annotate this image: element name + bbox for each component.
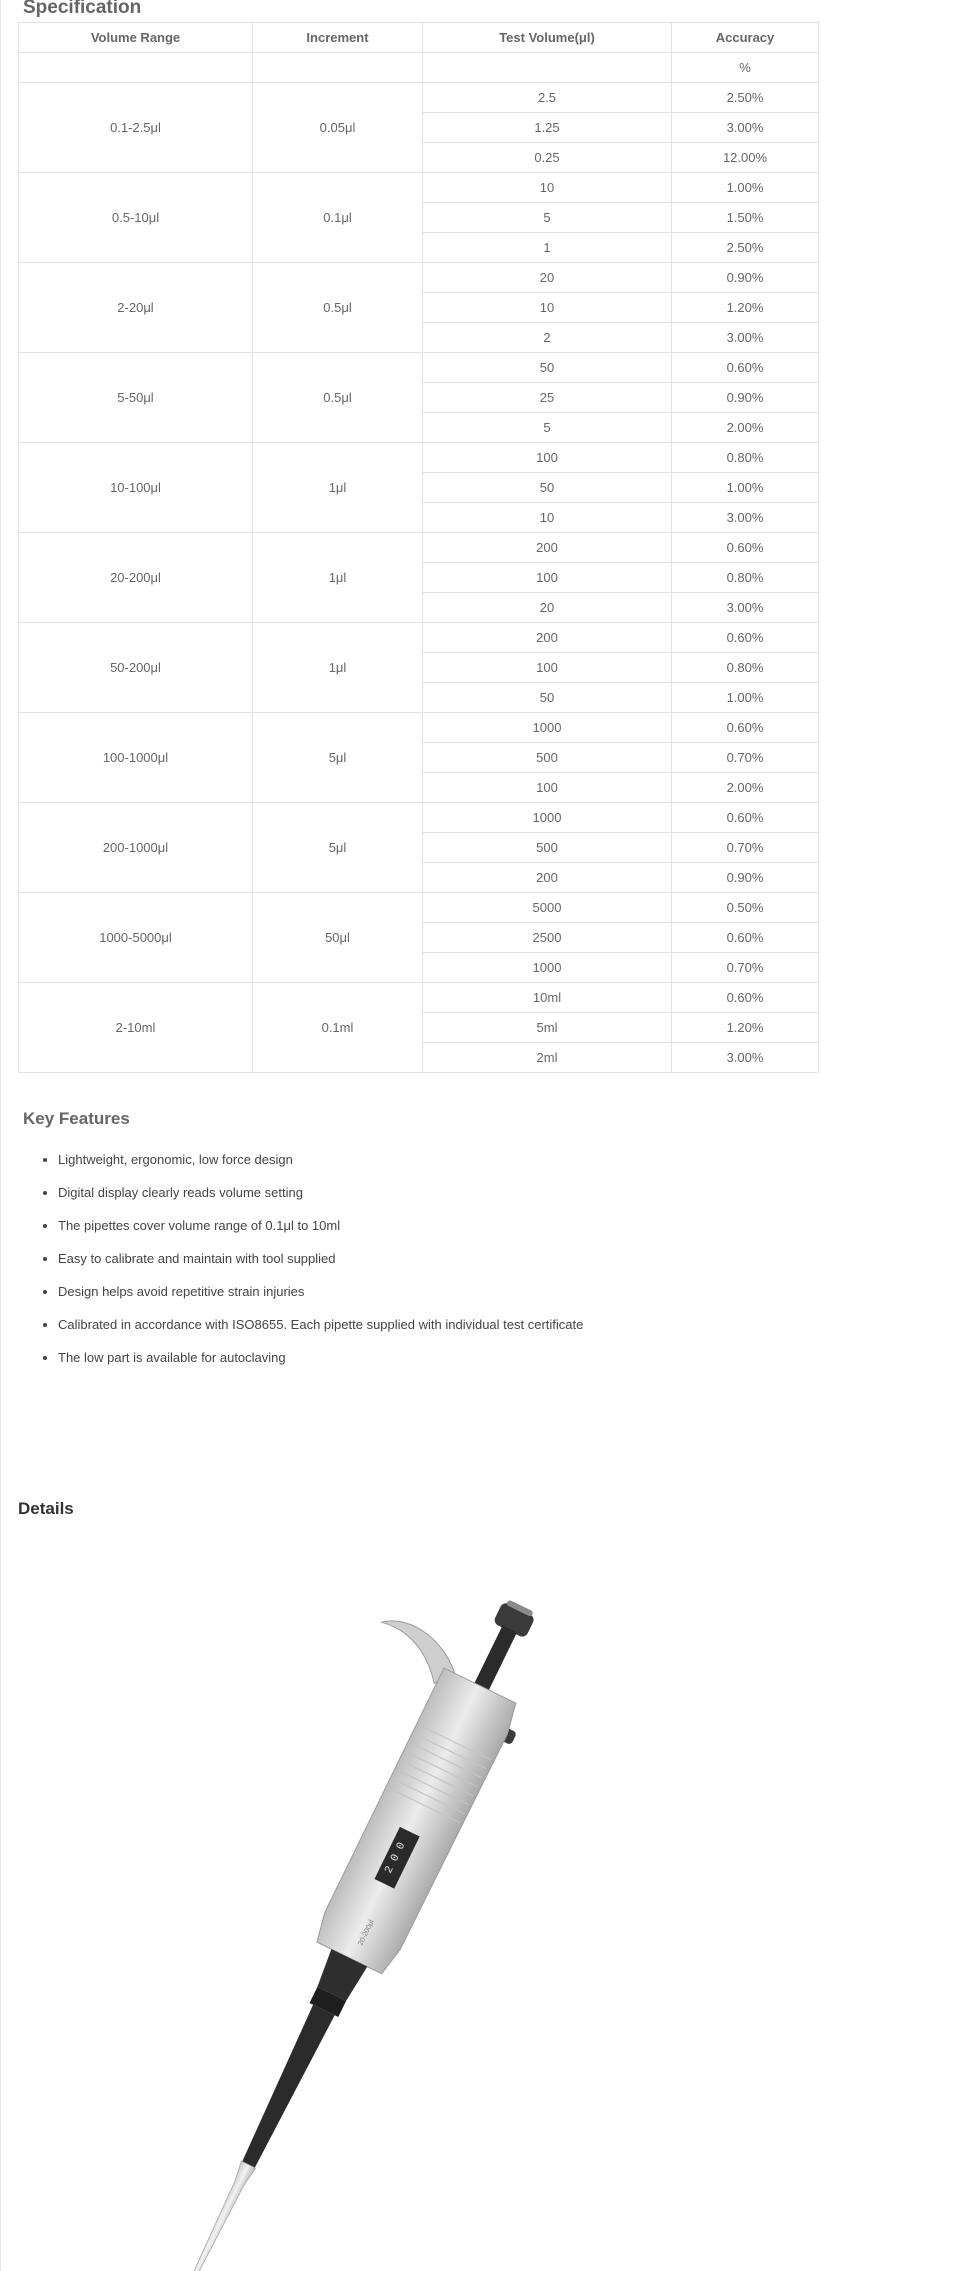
increment-cell: 0.1μl [253,173,423,263]
test-volume-cell: 2.5 [423,83,672,113]
accuracy-cell: 3.00% [672,1043,819,1073]
test-volume-cell: 100 [423,443,672,473]
spec-row [19,353,819,383]
volume-range-cell: 2-20μl [19,263,253,353]
test-volume-cell: 500 [423,833,672,863]
test-volume-cell: 1 [423,233,672,263]
accuracy-cell: 2.00% [672,773,819,803]
test-volume-cell: 100 [423,773,672,803]
accuracy-cell: 0.60% [672,803,819,833]
accuracy-cell: 0.70% [672,743,819,773]
spec-row [19,893,819,923]
accuracy-cell: 1.00% [672,173,819,203]
accuracy-cell: 0.60% [672,983,819,1013]
test-volume-cell: 10 [423,503,672,533]
header-increment: Increment [253,23,423,53]
accuracy-cell: 0.70% [672,833,819,863]
spec-row [19,983,819,1013]
test-volume-cell: 25 [423,383,672,413]
spec-row [19,623,819,653]
accuracy-cell: 1.00% [672,473,819,503]
unit-row [19,53,819,83]
header-test-volume: Test Volume(μl) [423,23,672,53]
model-label: 20-200μl [357,1919,376,1947]
test-volume-cell: 1000 [423,713,672,743]
accuracy-cell: 12.00% [672,143,819,173]
spec-row [19,803,819,833]
test-volume-cell: 2500 [423,923,672,953]
test-volume-cell: 200 [423,863,672,893]
test-volume-cell: 200 [423,623,672,653]
specification-heading: Specification [23,0,142,18]
test-volume-cell: 20 [423,593,672,623]
accuracy-cell: 3.00% [672,113,819,143]
header-accuracy: Accuracy [672,23,819,53]
key-feature-item: • Calibrated in accordance with ISO8655. Each pipette supplied with individual test certificate [58,1316,583,1349]
accuracy-cell: 3.00% [672,593,819,623]
test-volume-cell: 20 [423,263,672,293]
spec-row [19,533,819,563]
specification-table-body [19,53,819,1073]
spec-row [19,263,819,293]
volume-range-cell: 100-1000μl [19,713,253,803]
volume-display-digits: 2 0 0 [383,1840,409,1876]
key-feature-item: • Lightweight, ergonomic, low force design [58,1151,583,1184]
volume-range-cell: 200-1000μl [19,803,253,893]
accuracy-cell: 1.00% [672,683,819,713]
details-heading: Details [18,1499,74,1518]
increment-cell: 1μl [253,623,423,713]
key-feature-item: • The low part is available for autoclaving [58,1349,583,1382]
increment-cell: 0.5μl [253,353,423,443]
pipette-tip [168,2161,256,2271]
increment-cell: 0.5μl [253,263,423,353]
volume-range-cell: 10-100μl [19,443,253,533]
pipette-handle [312,1668,522,1977]
unit-cell: % [672,53,819,83]
accuracy-cell: 0.50% [672,893,819,923]
test-volume-cell: 500 [423,743,672,773]
accuracy-cell: 0.80% [672,443,819,473]
test-volume-cell: 50 [423,473,672,503]
spec-row [19,713,819,743]
accuracy-cell: 2.50% [672,233,819,263]
header-row [19,23,819,53]
test-volume-cell: 100 [423,653,672,683]
test-volume-cell: 1000 [423,953,672,983]
header-volume-range: Volume Range [19,23,253,53]
test-volume-cell: 2ml [423,1043,672,1073]
spec-row [19,173,819,203]
accuracy-cell: 0.60% [672,533,819,563]
accuracy-cell: 1.50% [672,203,819,233]
key-features-list [40,1151,583,1382]
test-volume-cell: 200 [423,533,672,563]
test-volume-cell: 50 [423,683,672,713]
key-feature-item: • The pipettes cover volume range of 0.1μl to 10ml [58,1217,583,1250]
pipette-image [200,1555,560,2215]
increment-cell: 1μl [253,533,423,623]
test-volume-cell: 5 [423,203,672,233]
accuracy-cell: 2.00% [672,413,819,443]
spec-row [19,83,819,113]
key-feature-item: • Easy to calibrate and maintain with tool supplied [58,1250,583,1283]
accuracy-cell: 1.20% [672,293,819,323]
accuracy-cell: 0.60% [672,623,819,653]
pipette-shaft [238,2005,335,2170]
volume-range-cell: 20-200μl [19,533,253,623]
spec-row [19,443,819,473]
test-volume-cell: 10 [423,173,672,203]
specification-table-head [19,23,819,53]
accuracy-cell: 0.90% [672,263,819,293]
increment-cell: 50μl [253,893,423,983]
accuracy-cell: 3.00% [672,323,819,353]
accuracy-cell: 0.60% [672,923,819,953]
test-volume-cell: 5ml [423,1013,672,1043]
key-feature-item: • Digital display clearly reads volume setting [58,1184,583,1217]
volume-range-cell: 0.5-10μl [19,173,253,263]
test-volume-cell: 5000 [423,893,672,923]
unit-cell [253,53,423,83]
volume-range-cell: 0.1-2.5μl [19,83,253,173]
key-feature-item: • Design helps avoid repetitive strain injuries [58,1283,583,1316]
volume-range-cell: 50-200μl [19,623,253,713]
test-volume-cell: 50 [423,353,672,383]
accuracy-cell: 0.90% [672,383,819,413]
accuracy-cell: 0.70% [672,953,819,983]
accuracy-cell: 3.00% [672,503,819,533]
test-volume-cell: 100 [423,563,672,593]
test-volume-cell: 10 [423,293,672,323]
volume-range-cell: 5-50μl [19,353,253,443]
test-volume-cell: 10ml [423,983,672,1013]
accuracy-cell: 0.90% [672,863,819,893]
specification-table-wrapper[interactable] [18,22,775,1073]
test-volume-cell: 1000 [423,803,672,833]
volume-range-cell: 1000-5000μl [19,893,253,983]
test-volume-cell: 1.25 [423,113,672,143]
accuracy-cell: 1.20% [672,1013,819,1043]
page-left-border [0,0,1,2271]
increment-cell: 1μl [253,443,423,533]
accuracy-cell: 0.80% [672,653,819,683]
test-volume-cell: 5 [423,413,672,443]
accuracy-cell: 0.60% [672,713,819,743]
accuracy-cell: 0.80% [672,563,819,593]
increment-cell: 0.05μl [253,83,423,173]
test-volume-cell: 0.25 [423,143,672,173]
key-features-heading: Key Features [23,1109,130,1128]
accuracy-cell: 0.60% [672,353,819,383]
increment-cell: 0.1ml [253,983,423,1073]
accuracy-cell: 2.50% [672,83,819,113]
increment-cell: 5μl [253,713,423,803]
test-volume-cell: 2 [423,323,672,353]
unit-cell [423,53,672,83]
unit-cell [19,53,253,83]
specification-table [18,22,819,1073]
volume-range-cell: 2-10ml [19,983,253,1073]
increment-cell: 5μl [253,803,423,893]
